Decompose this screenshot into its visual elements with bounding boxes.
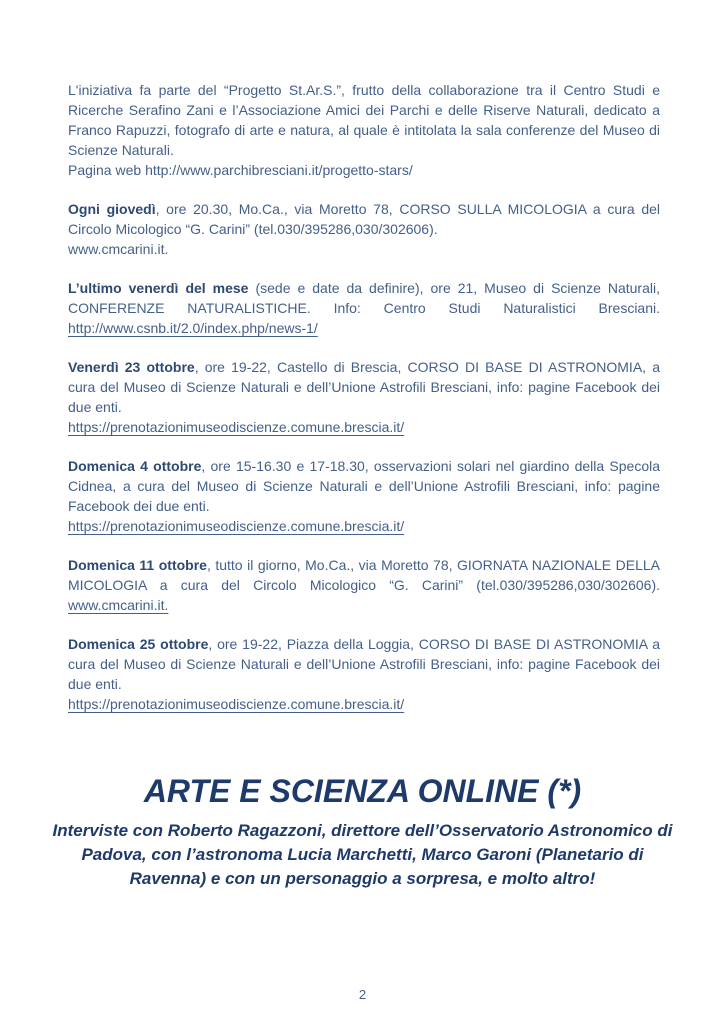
cmcarini-link-plain: www.cmcarini.it.: [68, 241, 169, 257]
event-date-venerdi-23: Venerdì 23 ottobre: [68, 359, 195, 375]
event-text-venerdi-23: , ore 19-22, Castello di Brescia, CORSO DI BASE DI ASTRONOMIA, a cura del Museo di Scienze Naturali e dell’Unione Astrofili Bresciani, info: pagine Facebook dei due enti.: [68, 359, 660, 415]
event-text-ultimo-venerdi: (sede e date da definire), ore 21, Museo di Scienze Naturali, CONFERENZE NATURALISTICHE. Info: Centro Studi Naturalistici Bresciani.: [68, 280, 660, 316]
event-text-domenica-4: , ore 15-16.30 e 17-18.30, osservazioni solari nel giardino della Specola Cidnea, a cura del Museo di Scienze Naturali e dell’Unione Astrofili Bresciani, info: pagine Facebook dei due enti.: [68, 458, 660, 514]
event-domenica-11-ottobre: [68, 555, 660, 615]
webpage-label: Pagina web: [68, 162, 146, 178]
event-date-domenica-4: Domenica 4 ottobre: [68, 458, 202, 474]
cmcarini-link-underlined[interactable]: www.cmcarini.it.: [68, 597, 169, 613]
event-text-domenica-25: , ore 19-22, Piazza della Loggia, CORSO DI BASE DI ASTRONOMIA a cura del Museo di Scienze Naturali e dell’Unione Astrofili Bresciani, info: pagine Facebook dei due enti.: [68, 636, 660, 692]
page-content: [68, 80, 660, 733]
event-venerdi-23-ottobre: [68, 357, 660, 437]
csnb-link[interactable]: http://www.csnb.it/2.0/index.php/news-1/: [68, 320, 318, 336]
event-domenica-4-ottobre: [68, 456, 660, 536]
section-subtitle: Interviste con Roberto Ragazzoni, direttore dell’Osservatorio Astronomico di Padova, con l’astronoma Lucia Marchetti, Marco Garoni (Planetario di Ravenna) e con un personaggio a sorpresa, e molto altro!: [52, 821, 673, 888]
event-date-domenica-11: Domenica 11 ottobre: [68, 557, 207, 573]
event-date-ogni-giovedi: Ogni giovedì: [68, 201, 156, 217]
intro-paragraph: [68, 80, 660, 180]
prenotazioni-link-3[interactable]: https://prenotazionimuseodiscienze.comune.brescia.it/: [68, 696, 405, 712]
prenotazioni-link-2[interactable]: https://prenotazionimuseodiscienze.comune.brescia.it/: [68, 518, 405, 534]
online-section: [0, 773, 725, 891]
event-text-domenica-11: , tutto il giorno, Mo.Ca., via Moretto 78, GIORNATA NAZIONALE DELLA MICOLOGIA a cura del Circolo Micologico “G. Carini” (tel.030/395286,030/302606).: [68, 557, 661, 593]
event-ogni-giovedi: [68, 199, 660, 259]
parchibresciani-link: http://www.parchibresciani.it/progetto-stars/: [145, 162, 413, 178]
intro-text: L'iniziativa fa parte del “Progetto St.Ar.S.”, frutto della collaborazione tra il Centro Studi e Ricerche Serafino Zani e l’Associazione Amici dei Parchi e delle Riserve Naturali, dedicato a Franco Rapuzzi, fotografo di arte e natura, al quale è intitolata la sala conferenze del Museo di Scienze Naturali.: [68, 82, 660, 158]
section-title: ARTE E SCIENZA ONLINE (*): [143, 773, 582, 809]
event-ultimo-venerdi: [68, 278, 660, 338]
prenotazioni-link-1[interactable]: https://prenotazionimuseodiscienze.comune.brescia.it/: [68, 419, 405, 435]
event-date-ultimo-venerdi: L’ultimo venerdì del mese: [68, 280, 249, 296]
event-text-ogni-giovedi: , ore 20.30, Mo.Ca., via Moretto 78, CORSO SULLA MICOLOGIA a cura del Circolo Micologico “G. Carini” (tel.030/395286,030/302606).: [68, 201, 660, 237]
event-domenica-25-ottobre: [68, 634, 660, 714]
event-date-domenica-25: Domenica 25 ottobre: [68, 636, 209, 652]
page-number: 2: [358, 987, 367, 1002]
